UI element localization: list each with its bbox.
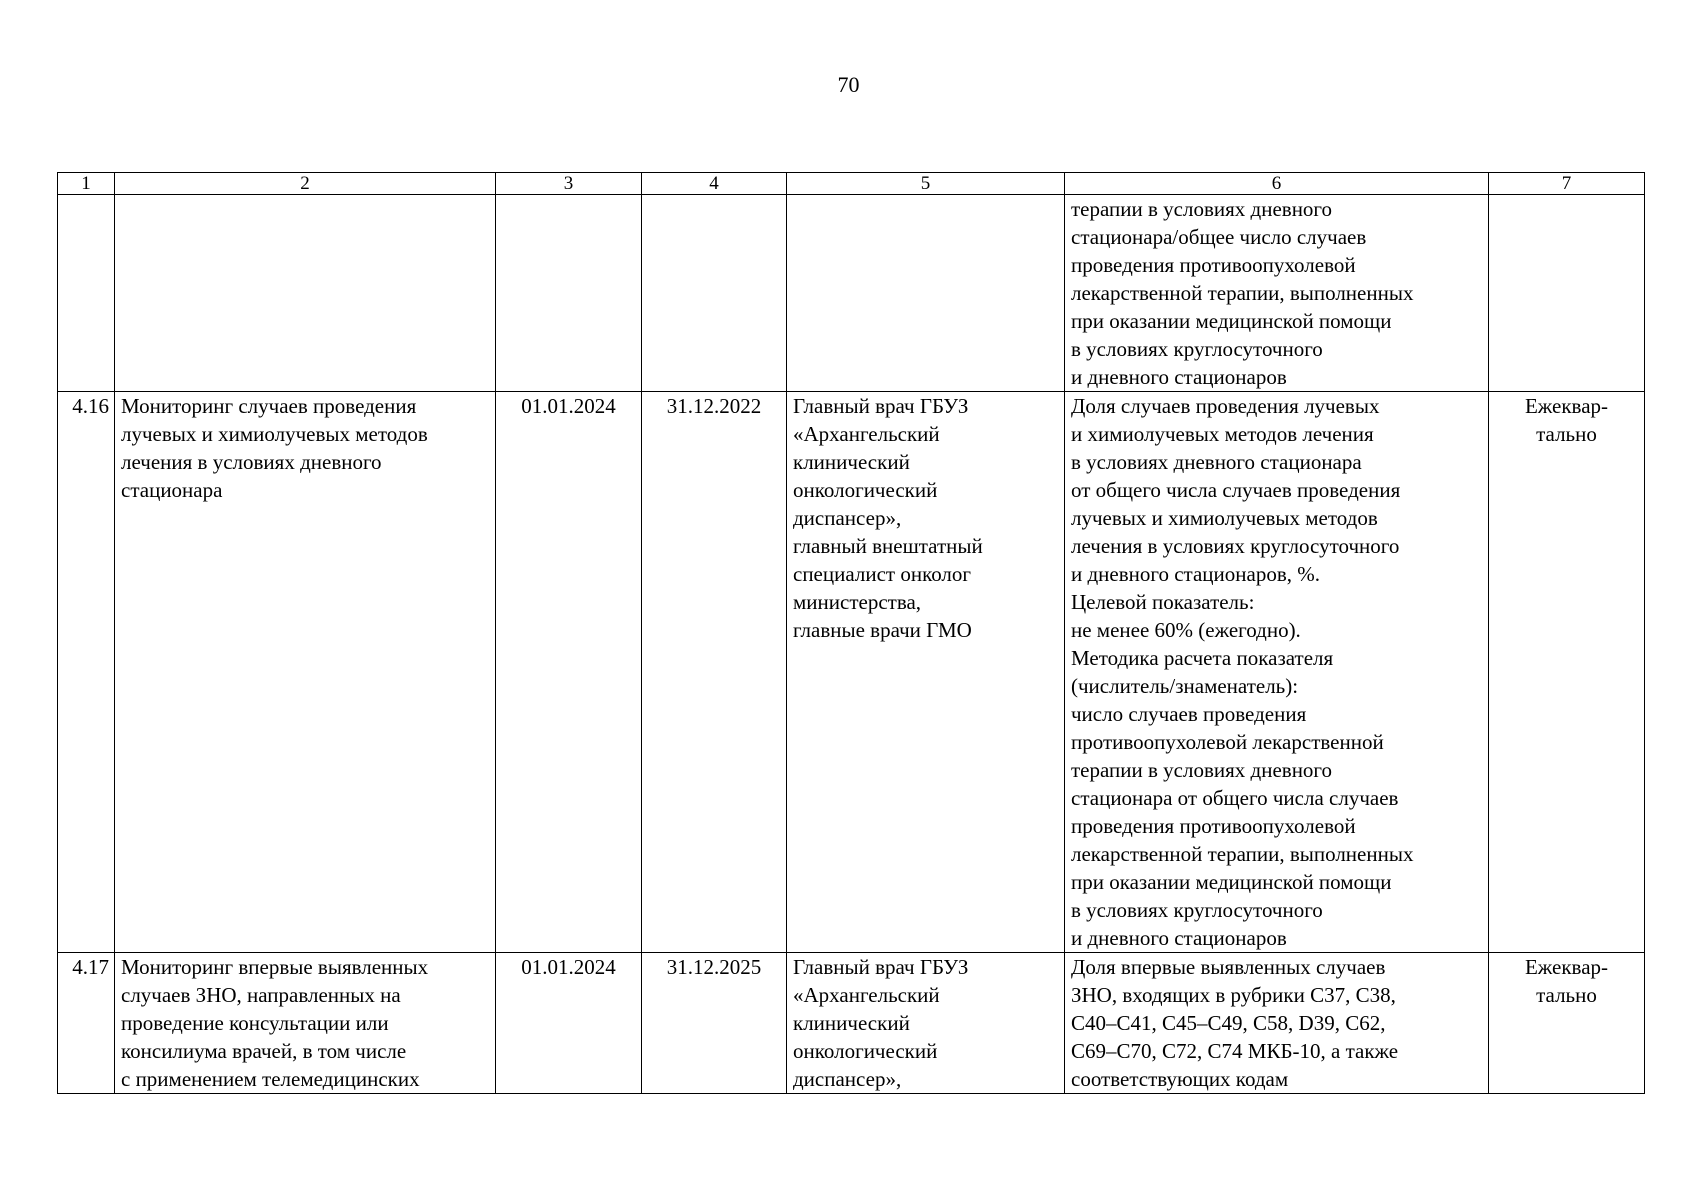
frequency-cell	[1489, 195, 1645, 392]
column-number-4: 4	[642, 173, 787, 195]
responsible-cell: Главный врач ГБУЗ «Архангельский клинический онкологический диспансер»,	[787, 953, 1065, 1094]
start-date-cell: 01.01.2024	[496, 953, 642, 1094]
frequency-cell: Ежеквар- тально	[1489, 392, 1645, 953]
column-number-6: 6	[1065, 173, 1489, 195]
responsible-cell	[787, 195, 1065, 392]
responsible-cell: Главный врач ГБУЗ «Архангельский клинический онкологический диспансер», главный внештатный специалист онколог министерства, главные врачи ГМО	[787, 392, 1065, 953]
column-number-5: 5	[787, 173, 1065, 195]
end-date-cell	[642, 195, 787, 392]
indicator-cell: Доля впервые выявленных случаев ЗНО, входящих в рубрики С37, С38, С40–С41, С45–С49, С58, D39, С62, С69–С70, С72, С74 МКБ-10, а также соответствующих кодам	[1065, 953, 1489, 1094]
row-number-cell: 4.16	[58, 392, 115, 953]
measure-cell: Мониторинг случаев проведения лучевых и химиолучевых методов лечения в условиях дневного стационара	[115, 392, 496, 953]
row-number-cell	[58, 195, 115, 392]
table-row-continuation	[58, 195, 1645, 392]
column-number-1: 1	[58, 173, 115, 195]
row-number-cell: 4.17	[58, 953, 115, 1094]
measure-cell	[115, 195, 496, 392]
column-number-7: 7	[1489, 173, 1645, 195]
end-date-cell: 31.12.2025	[642, 953, 787, 1094]
frequency-cell: Ежеквар- тально	[1489, 953, 1645, 1094]
indicator-cell: терапии в условиях дневного стационара/общее число случаев проведения противоопухолевой лекарственной терапии, выполненных при оказании медицинской помощи в условиях круглосуточного и дневного стационаров	[1065, 195, 1489, 392]
start-date-cell	[496, 195, 642, 392]
measure-cell: Мониторинг впервые выявленных случаев ЗНО, направленных на проведение консультации или консилиума врачей, в том числе с применением телемедицинских	[115, 953, 496, 1094]
page-number: 70	[837, 72, 860, 97]
table-row-4-17	[58, 953, 1645, 1094]
table-row-4-16	[58, 392, 1645, 953]
column-number-3: 3	[496, 173, 642, 195]
column-number-row	[58, 173, 1645, 195]
column-number-2: 2	[115, 173, 496, 195]
measures-table	[57, 172, 1645, 1094]
indicator-cell: Доля случаев проведения лучевых и химиолучевых методов лечения в условиях дневного стационара от общего числа случаев проведения лучевых и химиолучевых методов лечения в условиях круглосуточного и дневного стационаров, %. Целевой показатель: не менее 60% (ежегодно). Методика расчета показателя (числитель/знаменатель): число случаев проведения противоопухолевой лекарственной терапии в условиях дневного стационара от общего числа случаев проведения противоопухолевой лекарственной терапии, выполненных при оказании медицинской помощи в условиях круглосуточного и дневного стационаров	[1065, 392, 1489, 953]
start-date-cell: 01.01.2024	[496, 392, 642, 953]
end-date-cell: 31.12.2022	[642, 392, 787, 953]
